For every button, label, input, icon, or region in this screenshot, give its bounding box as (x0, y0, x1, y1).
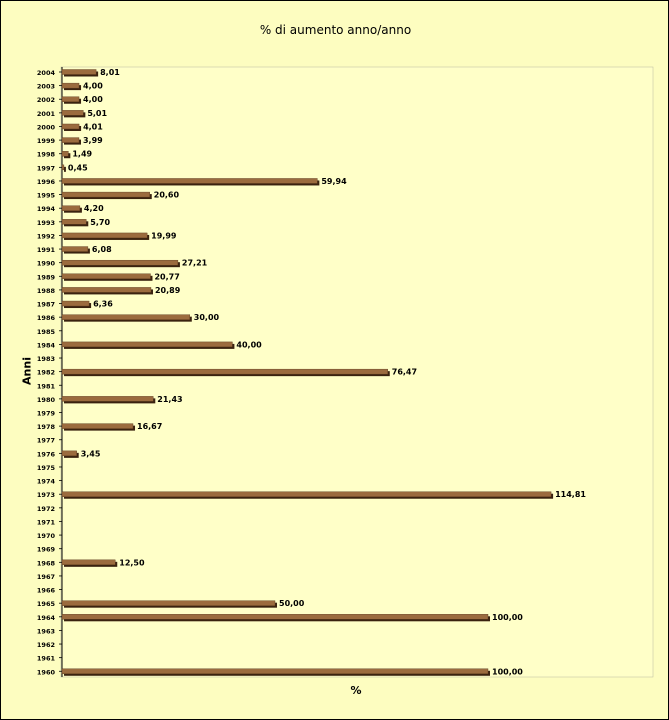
y-tick-label: 1986 (36, 314, 55, 323)
y-tick-label: 1996 (36, 177, 55, 186)
data-label: 3,99 (82, 136, 103, 146)
y-tick-label: 1964 (36, 613, 55, 622)
bar (62, 396, 153, 401)
y-tick-label: 1973 (36, 491, 55, 500)
bar (62, 97, 79, 102)
bar (62, 301, 89, 306)
bar (62, 247, 88, 252)
data-label: 4,00 (83, 81, 103, 91)
bar (62, 601, 275, 606)
y-tick-label: 1991 (36, 246, 55, 255)
data-label: 20,77 (154, 272, 180, 282)
bar (62, 206, 80, 211)
y-tick-label: 1977 (36, 436, 55, 445)
y-tick-label: 1980 (36, 395, 55, 404)
y-tick-label: 1995 (36, 191, 55, 200)
bar (62, 151, 68, 156)
y-tick-label: 1975 (36, 463, 55, 472)
y-tick-label: 1982 (36, 368, 55, 377)
y-tick-label: 1992 (36, 232, 55, 241)
y-tick-label: 2002 (36, 96, 55, 105)
bar (62, 219, 86, 224)
chart-title: % di aumento anno/anno (259, 23, 412, 37)
data-label: 50,00 (279, 599, 305, 609)
data-label: 21,43 (157, 394, 183, 404)
data-label: 59,94 (321, 176, 347, 186)
data-label: 6,36 (93, 299, 113, 309)
data-label: 30,00 (193, 313, 220, 323)
y-tick-label: 1961 (36, 654, 55, 663)
bar (62, 110, 83, 115)
data-label: 114,81 (555, 490, 586, 500)
y-tick-label: 1978 (36, 423, 55, 432)
y-tick-label: 1984 (36, 341, 55, 350)
data-label: 16,67 (137, 422, 163, 432)
y-tick-label: 1987 (36, 300, 55, 309)
data-label: 4,00 (83, 95, 103, 105)
data-label: 4,20 (83, 204, 104, 214)
y-tick-label: 2003 (36, 82, 55, 91)
data-label: 6,08 (91, 245, 112, 255)
bar (62, 70, 96, 75)
y-tick-label: 1969 (36, 545, 55, 554)
y-tick-label: 1967 (36, 572, 55, 581)
data-label: 1,49 (72, 149, 93, 159)
y-tick-label: 1993 (36, 218, 55, 227)
bar (62, 165, 64, 170)
y-tick-label: 1976 (36, 450, 55, 459)
y-tick-label: 1990 (36, 259, 55, 268)
bar (62, 451, 77, 456)
y-tick-label: 1981 (36, 382, 55, 391)
bar-shadow (64, 167, 66, 172)
data-label: 3,45 (80, 449, 101, 459)
bar (62, 560, 115, 565)
y-tick-label: 1998 (36, 150, 55, 159)
bar (62, 124, 79, 129)
data-label: 12,50 (119, 558, 145, 568)
y-tick-label: 1963 (36, 627, 55, 636)
data-label: 100,00 (492, 612, 523, 622)
bar (62, 192, 150, 197)
bar (62, 178, 317, 183)
y-tick-label: 1988 (36, 286, 55, 295)
bar (62, 274, 150, 279)
data-label: 4,01 (83, 122, 103, 132)
data-label: 76,47 (391, 367, 418, 377)
bar (62, 138, 79, 143)
y-tick-label: 1997 (36, 164, 55, 173)
data-label: 0,45 (67, 163, 88, 173)
y-tick-label: 2000 (36, 123, 55, 132)
y-tick-label: 1985 (36, 327, 55, 336)
y-axis-label: Anni (20, 357, 34, 385)
y-tick-label: 1994 (36, 205, 55, 214)
y-tick-label: 1965 (36, 600, 55, 609)
y-tick-label: 1989 (36, 273, 55, 282)
data-label: 20,60 (153, 190, 180, 200)
data-label: 20,89 (154, 285, 181, 295)
bar (62, 342, 232, 347)
data-label: 27,21 (181, 258, 208, 268)
y-tick-label: 1974 (36, 477, 55, 486)
y-tick-label: 1972 (36, 504, 55, 513)
bar (62, 424, 133, 429)
data-label: 5,01 (87, 108, 108, 118)
data-label: 40,00 (236, 340, 262, 350)
data-label: 5,70 (90, 217, 111, 227)
y-tick-label: 1968 (36, 559, 55, 568)
chart-plot (1, 1, 668, 719)
y-tick-label: 1999 (36, 137, 55, 146)
bar (62, 614, 488, 619)
y-tick-label: 1966 (36, 586, 55, 595)
y-tick-label: 1971 (36, 518, 55, 527)
y-tick-label: 1979 (36, 409, 55, 418)
data-label: 8,01 (100, 68, 120, 77)
y-tick-label: 1960 (36, 668, 55, 677)
data-label: 19,99 (151, 231, 177, 241)
y-tick-label: 1970 (36, 532, 55, 541)
bar (62, 287, 151, 292)
y-tick-label: 2004 (36, 69, 55, 77)
y-tick-label: 1983 (36, 355, 55, 364)
bar (62, 492, 551, 497)
y-tick-label: 2001 (36, 109, 55, 118)
bar (62, 315, 190, 320)
x-axis-label: % (350, 684, 362, 697)
bar (62, 233, 147, 238)
bar (62, 669, 488, 674)
bar (62, 83, 79, 88)
y-tick-label: 1962 (36, 641, 55, 650)
data-label: 100,00 (492, 667, 523, 677)
bar (62, 369, 388, 374)
bar (62, 260, 178, 265)
